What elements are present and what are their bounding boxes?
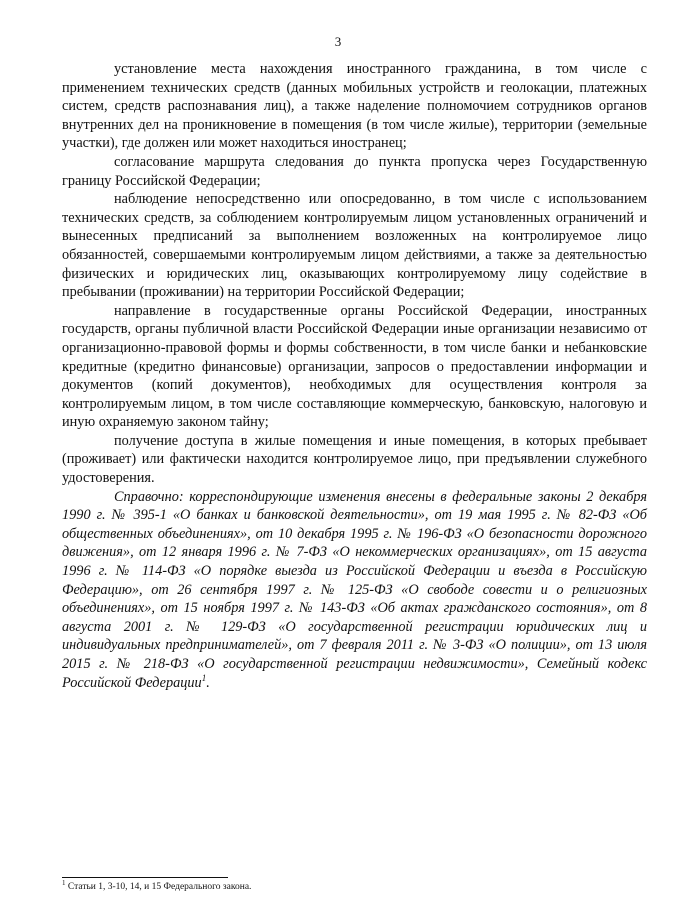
paragraph-route-approval: согласование маршрута следования до пункта пропуска через Государственную границу Российской Федерации; <box>62 153 647 189</box>
footnote-number: 1 <box>62 878 66 887</box>
reference-note <box>62 488 647 693</box>
reference-note-end: . <box>206 674 210 691</box>
footnote-divider <box>62 877 228 878</box>
paragraph-location-establishment: установление места нахождения иностранного гражданина, в том числе с применением технических средств (данных мобильных устройств и геолокации, платежных систем, средств распознавания лиц), а также наделение полномочием сотрудников органов внутренних дел на проникновение в помещения (в том числе жилые), территории (земельные участки), где должен или может находиться иностранец; <box>62 61 647 152</box>
document-body <box>62 60 647 692</box>
footnote-marker: 1 <box>201 672 207 683</box>
page-number: 3 <box>334 34 342 49</box>
footnote-text: Статьи 1, 3-10, 14, и 15 Федерального закона. <box>65 882 252 892</box>
reference-note-text: Справочно: корреспондирующие изменения внесены в федеральные законы 2 декабря 1990 г. № 395-1 «О банках и банковской деятельности», от 19 мая 1995 г. № 82-ФЗ «Об общественных объединениях», от 10 декабря 1995 г. № 196-ФЗ «О безопасности дорожного движения», от 12 января 1996 г. № 7-ФЗ «О некоммерческих организациях», от 15 августа 1996 г. № 114-ФЗ «О порядке выезда из Российской Федерации и въезда в Российскую Федерацию», от 26 сентября 1997 г. № 125-ФЗ «О свободе совести и о религиозных объединениях», от 15 ноября 1997 г. № 143-ФЗ «Об актах гражданского состояния», от 8 августа 2001 г. № 129-ФЗ «О государственной регистрации юридических лиц и индивидуальных предпринимателей», от 7 февраля 2011 г. № 3-ФЗ «О полиции», от 13 июля 2015 г. № 218-ФЗ «О государственной регистрации недвижимости», Семейный кодекс Российской Федерации <box>62 488 647 691</box>
paragraph-information-requests: направление в государственные органы Российской Федерации, иностранных государств, органы публичной власти Российской Федерации иные организации независимо от организационно-правовой формы и формы собственности, в том числе банки и небанковские кредитные (кредитно финансовые) организации, запросов о предоставлении информации и документов (копий документов), необходимых для осуществления контроля за контролируемым лицом, в том числе составляющие коммерческую, банковскую, налоговую и иную охраняемую законом тайну; <box>62 302 647 431</box>
paragraph-premises-access: получение доступа в жилые помещения и иные помещения, в которых пребывает (проживает) или фактически находится контролируемое лицо, при предъявлении служебного удостоверения. <box>62 432 647 487</box>
footnote <box>62 878 252 893</box>
paragraph-observation: наблюдение непосредственно или опосредованно, в том числе с использованием технических средств, за соблюдением контролируемым лицом установленных ограничений и вынесенных предписаний за выполнением возложенных на контролируемое лицо обязанностей, совершаемыми контролируемым лицом действиями, а также за деятельностью физических и юридических лиц, оказывающих контролируемому лицу содействие в пребывании (проживании) на территории Российской Федерации; <box>62 191 647 301</box>
